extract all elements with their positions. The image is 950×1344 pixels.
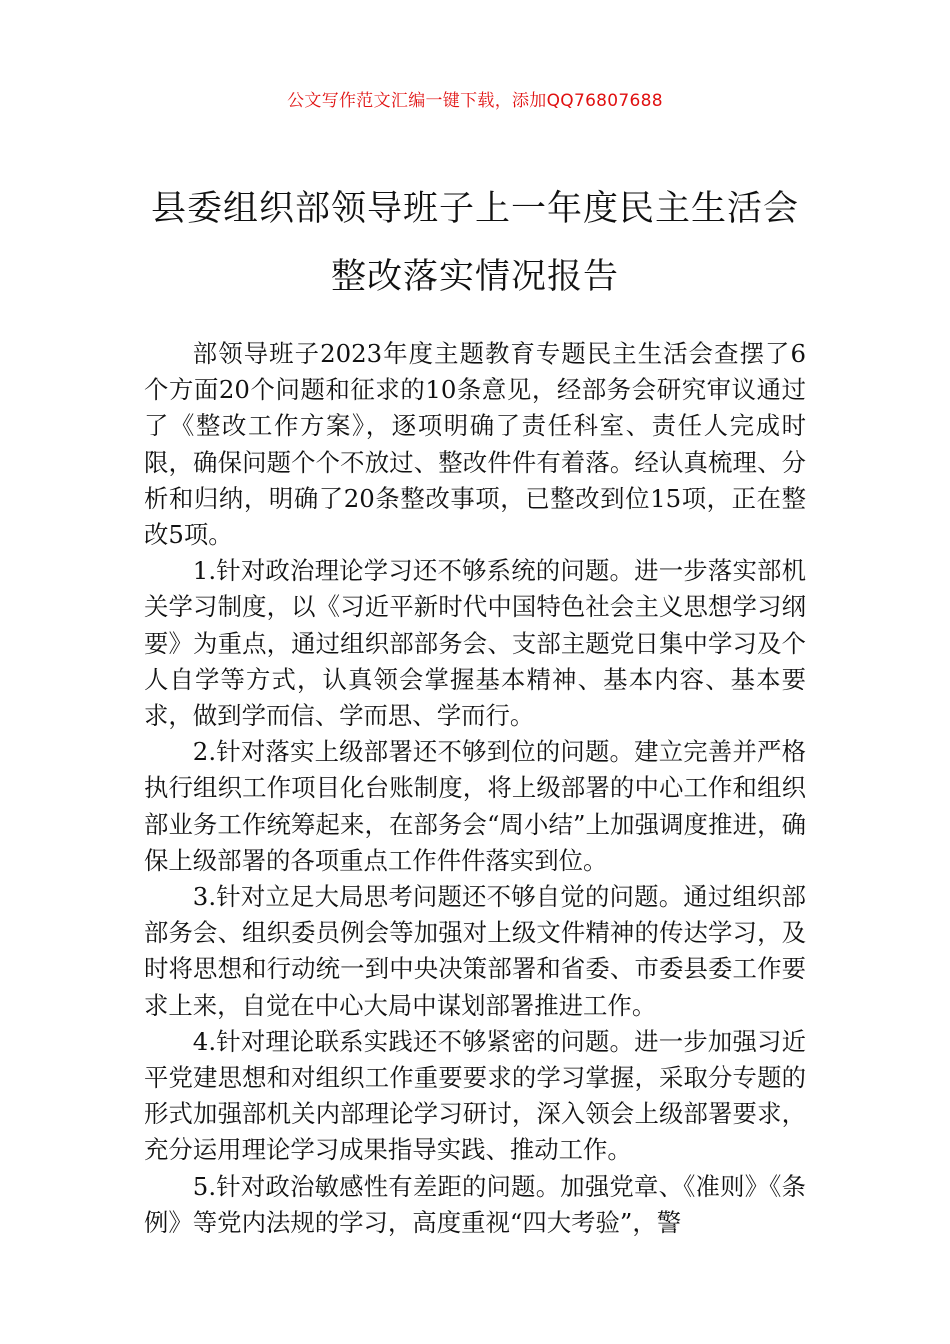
paragraph-item-4: 4.针对理论联系实践还不够紧密的问题。进一步加强习近平党建思想和对组织工作重要要求的学习掌握，采取分专题的形式加强部机关内部理论学习研讨，深入领会上级部署要求，充分运用理论学习成果指导实践、推动工作。 [144,1026,806,1165]
paragraph-intro: 部领导班子2023年度主题教育专题民主生活会查摆了6个方面20个问题和征求的10条意见，经部务会研究审议通过了《整改工作方案》，逐项明确了责任科室、责任人完成时限，确保问题个个不放过、整改件件有着落。经认真梳理、分析和归纳，明确了20条整改事项，已整改到位15项，正在整改5项。 [144,339,806,550]
paragraph-item-2: 2.针对落实上级部署还不够到位的问题。建立完善并严格执行组织工作项目化台账制度，将上级部署的中心工作和组织部业务工作统筹起来，在部务会“周小结”上加强调度推进，确保上级部署的各项重点工作件件落实到位。 [144,737,806,875]
paragraph-item-3: 3.针对立足大局思考问题还不够自觉的问题。通过组织部部务会、组织委员例会等加强对上级文件精神的传达学习，及时将思想和行动统一到中央决策部署和省委、市委县委工作要求上来，自觉在中心大局中谋划部署推进工作。 [144,882,806,1020]
document-title-line-1: 县委组织部领导班子上一年度民主生活会 [150,189,799,229]
promo-header-text: 公文写作范文汇编一键下载，添加QQ76807688 [287,91,663,111]
document-body [144,336,806,1241]
paragraph-item-1: 1.针对政治理论学习还不够系统的问题。进一步落实部机关学习制度，以《习近平新时代中国特色社会主义思想学习纲要》为重点，通过组织部部务会、支部主题党日集中学习及个人自学等方式，认真领会掌握基本精神、基本内容、基本要求，做到学而信、学而思、学而行。 [144,556,806,731]
document-title-line-2: 整改落实情况报告 [330,257,619,297]
paragraph-item-5: 5.针对政治敏感性有差距的问题。加强党章、《准则》《条例》等党内法规的学习，高度重视“四大考验”，警 [144,1171,806,1237]
